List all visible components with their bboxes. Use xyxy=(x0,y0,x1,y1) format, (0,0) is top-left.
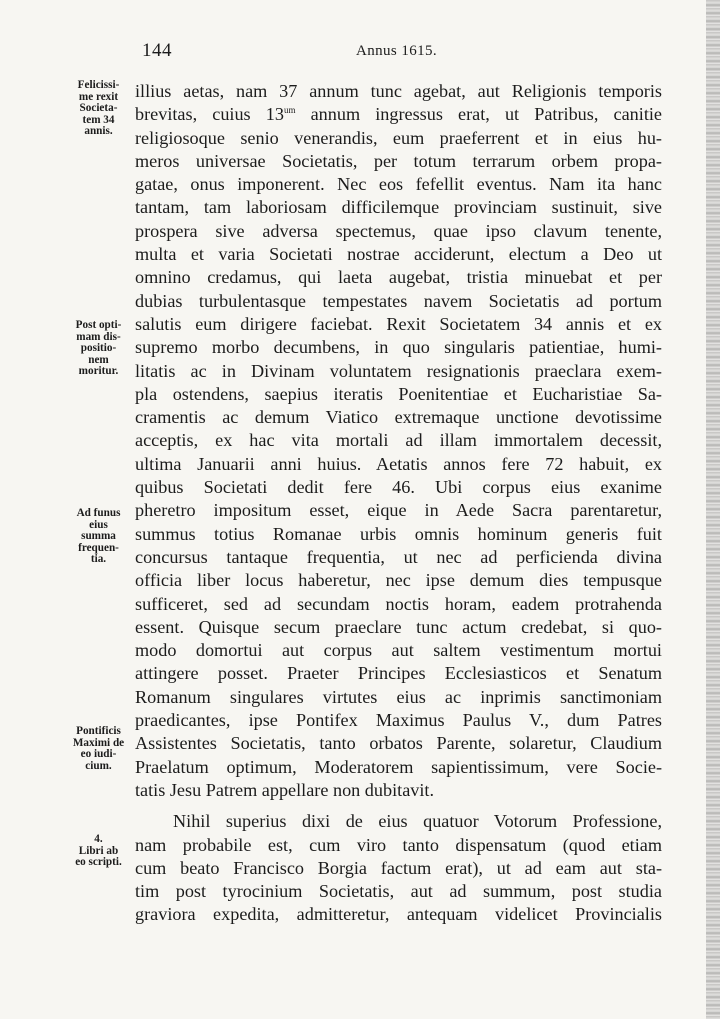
text-line: tantam, tam laboriosam difficilemque provinciam sustinuit, sive xyxy=(135,197,662,218)
page-number: 144 xyxy=(142,40,172,61)
page-edge-scan-artifact xyxy=(706,0,720,1019)
text-line: religiosoque senio venerandis, eum praeferrent et in eius hu- xyxy=(135,127,662,148)
text-line: modo domortui aut corpus aut saltem vestimentum mortui xyxy=(135,640,662,661)
text-line: prospera sive adversa spectemus, quae ipso clavum tenente, xyxy=(135,220,662,241)
margin-note-felicissime: Felicissi- me rexit Societa- tem 34 annis. xyxy=(77,79,120,138)
superscript: um xyxy=(283,105,296,116)
margin-note-libri: 4. Libri ab eo scripti. xyxy=(75,833,122,869)
text-line: supremo morbo decumbens, in quo singularis patientiae, humi- xyxy=(135,337,662,358)
text-line: brevitas, cuius $13^{um}$ annum ingressus erat, ut Patribus, canitie xyxy=(135,104,662,125)
text-line: summus totius Romanae urbis omnis hominum generis fuit xyxy=(135,523,662,544)
text-line: graviora expedita, admitteretur, antequam videlicet Provincialis xyxy=(135,904,662,925)
text-line: tim post tyrocinium Societatis, aut ad summum, post studia xyxy=(135,881,662,902)
margin-note-pontificis: Pontificis Maximi de eo iudi- cium. xyxy=(72,725,125,772)
text-line: attingere posset. Praeter Principes Ecclesiasticos et Senatum xyxy=(135,663,662,684)
text-line: pla ostendens, saepius iteratis Poenitentiae et Eucharistiae Sa- xyxy=(135,383,662,404)
text-line: praedicantes, ipse Pontifex Maximus Paulus V., dum Patres xyxy=(135,710,662,731)
text-line: meros universae Societatis, per totum terrarum orbem propa- xyxy=(135,150,662,171)
margin-note-post-optimam: Post opti- mam dis- positio- nem moritur. xyxy=(75,319,122,378)
text-line: quibus Societati dedit fere 46. Ubi corpus eius exanime xyxy=(135,477,662,498)
margin-note-ad-funus: Ad funus eius summa frequen- tia. xyxy=(76,507,121,566)
text-line: illius aetas, nam 37 annum tunc agebat, aut Religionis temporis xyxy=(135,81,662,101)
text-line: sufficeret, sed ad secundam noctis horam, eadem protrahenda xyxy=(135,593,662,614)
text-line: omnino credamus, qui laeta augebat, tristia minuebat et per xyxy=(135,267,662,288)
running-title: Annus 1615. xyxy=(356,43,438,59)
text-line: Praelatum optimum, Moderatorem sapientissimum, vere Socie- xyxy=(135,756,662,777)
text-line: pheretro impositum esset, eique in Aede Sacra parentaretur, xyxy=(135,500,662,521)
text-line: Assistentes Societatis, tanto orbatos Parente, solaretur, Claudium xyxy=(135,733,662,754)
text-line: nam probabile est, cum viro tanto dispensatum (quod etiam xyxy=(135,834,662,855)
text-line: acceptis, ex hac vita mortali ad illam immortalem decessit, xyxy=(135,430,662,451)
text-line: cramentis ac demum Viatico extremaque unctione devotissime xyxy=(135,407,662,428)
text-line: dubias turbulentasque tempestates navem Societatis ad portum xyxy=(135,290,662,311)
text-line: tatis Jesu Patrem appellare non dubitavit. xyxy=(135,779,435,800)
text-line: gatae, onus imponerent. Nec eos fefellit eventus. Nam ita hanc xyxy=(135,174,662,195)
text-line: cum beato Francisco Borgia factum erat), ut ad eam aut sta- xyxy=(135,857,662,878)
text-line: essent. Quisque secum praeclare tunc actum credebat, si quo- xyxy=(135,616,662,637)
text-line: multa et varia Societati nostrae acciderunt, electum a Deo ut xyxy=(135,244,662,265)
text-line: Nihil superius dixi de eius quatuor Votorum Professione, xyxy=(173,811,662,832)
text-line: concursus tantaque frequentia, ut nec ad perficienda divina xyxy=(135,546,662,567)
text-line: Romanum singulares virtutes eius ac inprimis sanctimoniam xyxy=(135,686,662,707)
text-line: officia liber locus haberetur, nec ipse demum dies tempusque xyxy=(135,570,662,591)
text-line: litatis ac in Divinam voluntatem resignationis praeclara exem- xyxy=(135,360,662,381)
body-text xyxy=(135,80,662,927)
text-line: salutis eum dirigere faciebat. Rexit Societatem 34 annis et ex xyxy=(135,313,662,334)
page-header xyxy=(0,40,720,64)
text-line: ultima Januarii anni huius. Aetatis annos fere 72 habuit, ex xyxy=(135,453,662,474)
